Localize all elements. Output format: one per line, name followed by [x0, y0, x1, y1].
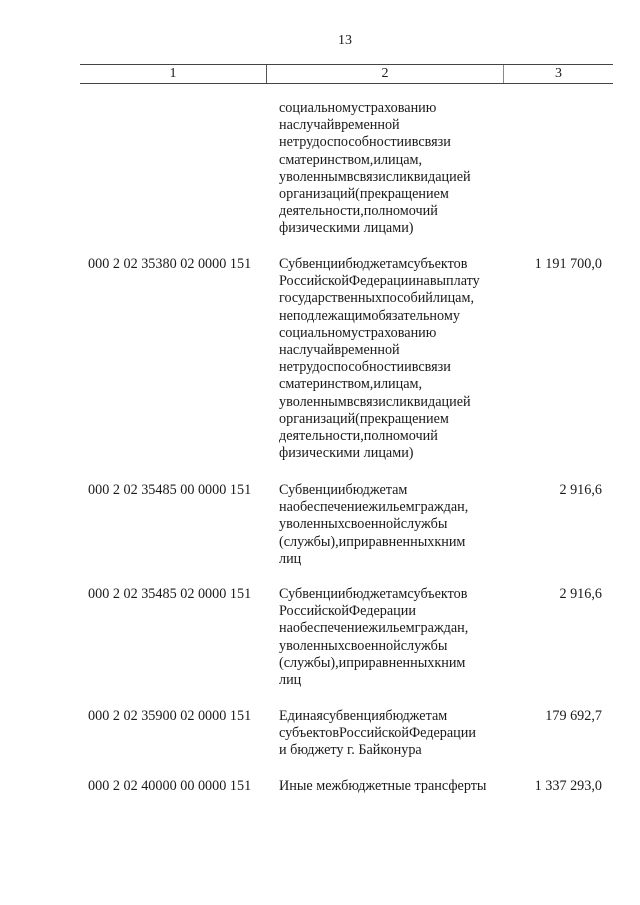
description-line: социальномустрахованию: [279, 324, 437, 341]
budget-code: 000 2 02 35485 00 0000 151: [88, 482, 252, 498]
budget-code: 000 2 02 35900 02 0000 151: [88, 708, 252, 724]
description-line: лиц: [279, 671, 302, 688]
page-number: 13: [338, 33, 352, 48]
description-line: (службы),иприравненныхкним: [279, 533, 466, 550]
description-line: нетрудоспособностиивсвязи: [279, 359, 451, 376]
description-line: наобеспечениежильемграждан,: [279, 499, 469, 516]
budget-code: 000 2 02 35380 02 0000 151: [88, 256, 252, 272]
description-line: Субвенциибюджетам: [279, 482, 408, 498]
amount: 2 916,6: [559, 482, 602, 498]
description-line: лиц: [279, 550, 302, 567]
amount: 1 337 293,0: [534, 778, 602, 794]
description-line: неподлежащимобязательному: [279, 307, 460, 324]
description-line: наслучайвременной: [279, 341, 400, 358]
description-line: деятельности,полномочий: [279, 203, 438, 220]
description-line: организаций(прекращением: [279, 410, 449, 427]
description: [279, 778, 515, 795]
table-header: [80, 64, 613, 84]
amount: 2 916,6: [559, 586, 602, 602]
description-line: РоссийскойФедерации: [279, 603, 416, 620]
description-line: уволеннымвсвязисликвидацией: [279, 168, 471, 185]
description-line: и бюджету г. Байконура: [279, 742, 422, 759]
description-line: физическими лицами): [279, 220, 414, 237]
description: [279, 586, 515, 689]
description-line: деятельности,полномочий: [279, 427, 438, 444]
description-line: государственныхпособийлицам,: [279, 290, 474, 307]
description-line: сматеринством,илицам,: [279, 376, 423, 393]
description-line: уволенныхсвоеннойслужбы: [279, 516, 448, 533]
description-line: субъектовРоссийскойФедерации: [279, 725, 476, 742]
description-line: уволеннымвсвязисликвидацией: [279, 393, 471, 410]
description-line: Иные межбюджетные трансферты: [279, 778, 487, 794]
amount: 179 692,7: [545, 708, 602, 724]
description: [279, 100, 515, 238]
description-line: Единаясубвенциябюджетам: [279, 708, 448, 724]
description-line: нетрудоспособностиивсвязи: [279, 134, 451, 151]
budget-code: 000 2 02 35485 02 0000 151: [88, 586, 252, 602]
description: [279, 708, 515, 760]
description-line: Субвенциибюджетамсубъектов: [279, 256, 468, 272]
description-line: организаций(прекращением: [279, 185, 449, 202]
description-line: Субвенциибюджетамсубъектов: [279, 586, 468, 602]
description-line: социальномустрахованию: [279, 100, 437, 116]
description-line: уволенныхсвоеннойслужбы: [279, 637, 448, 654]
header-col-1: 1: [80, 65, 267, 83]
amount: 1 191 700,0: [534, 256, 602, 272]
description-line: (службы),иприравненныхкним: [279, 654, 466, 671]
description: [279, 256, 515, 462]
header-col-3: 3: [555, 66, 562, 81]
description-line: РоссийскойФедерациинавыплату: [279, 273, 480, 290]
description-line: сматеринством,илицам,: [279, 151, 423, 168]
description-line: наобеспечениежильемграждан,: [279, 620, 469, 637]
header-col-2: 2: [267, 65, 504, 83]
description-line: наслучайвременной: [279, 117, 400, 134]
description: [279, 482, 515, 568]
description-line: физическими лицами): [279, 445, 414, 462]
budget-code: 000 2 02 40000 00 0000 151: [88, 778, 252, 794]
